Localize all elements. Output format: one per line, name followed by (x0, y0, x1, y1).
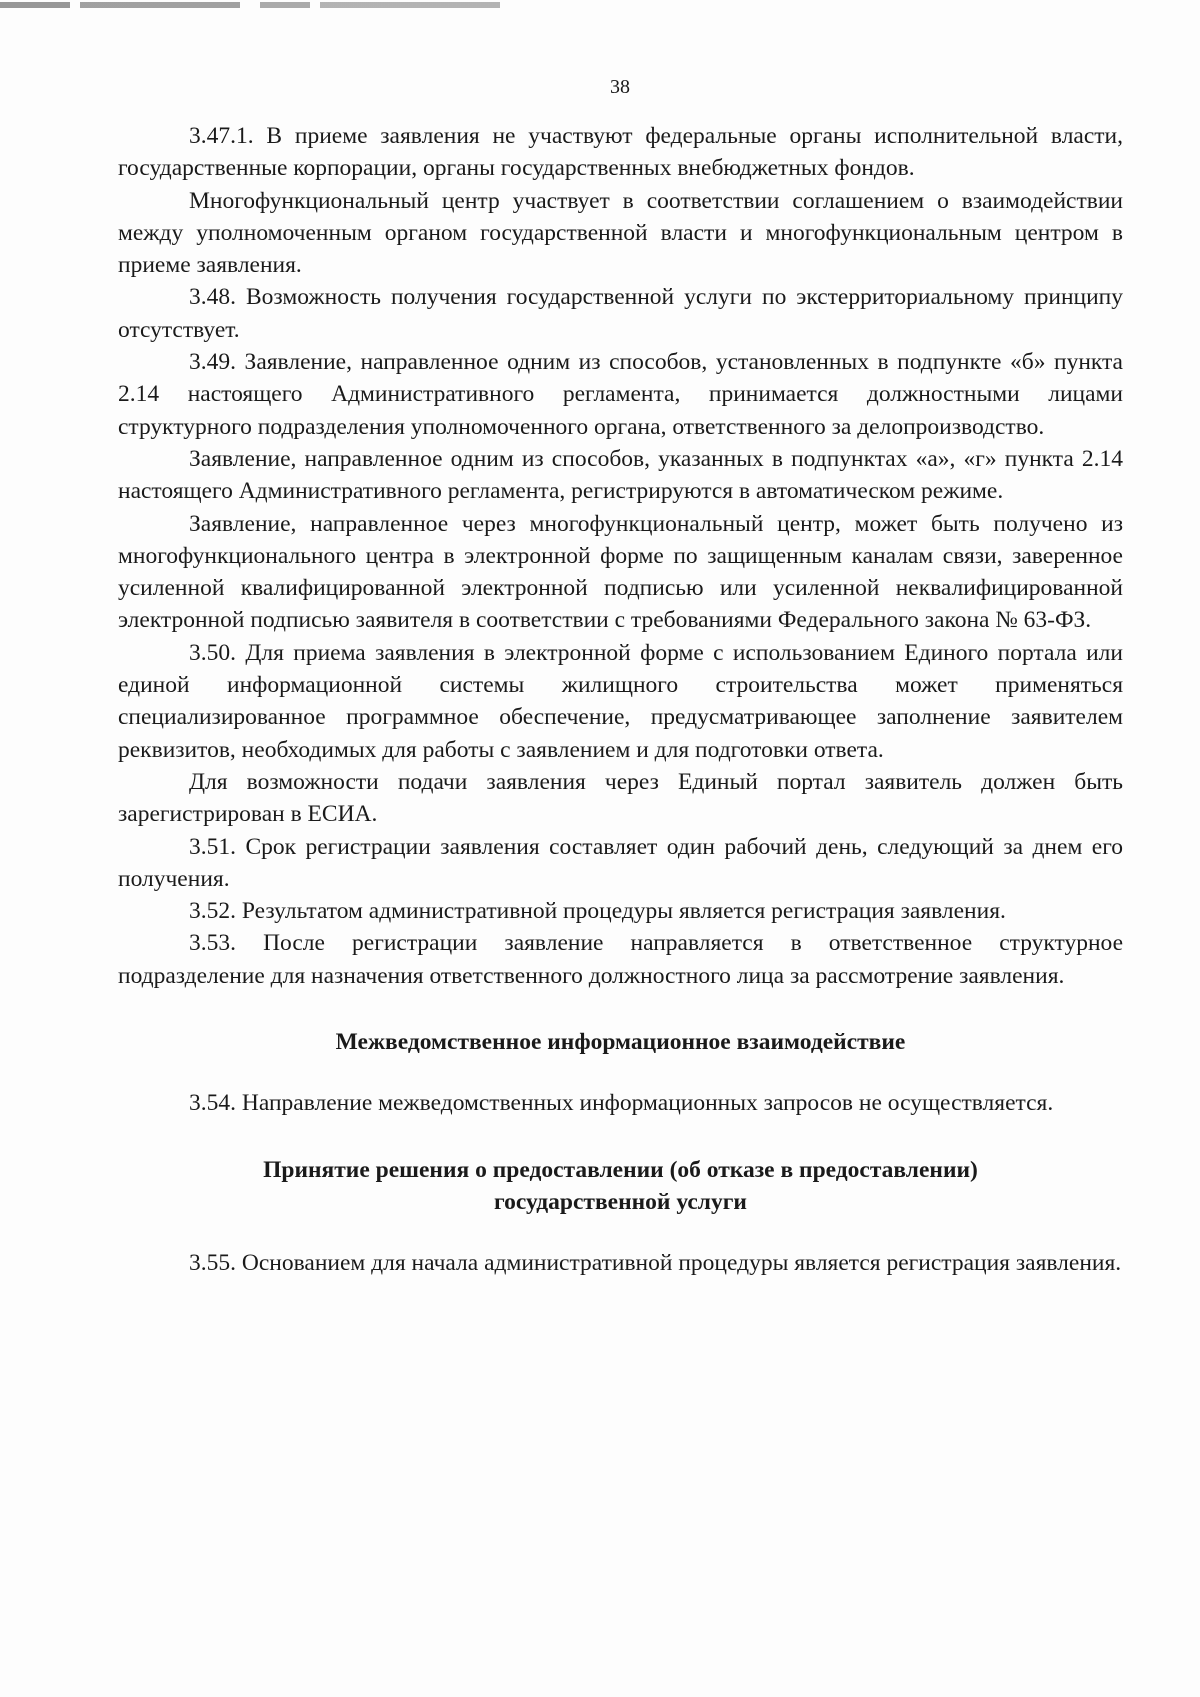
paragraph-3-55: 3.55. Основанием для начала административной процедуры является регистрация заявления. (189, 1250, 1122, 1277)
paragraph-3-53: 3.53. После регистрации заявление направляется в ответственное структурное подразделение для назначения ответственного должностного лица за рассмотрение заявления. (118, 930, 1123, 989)
paragraph-3-50: 3.50. Для приема заявления в электронной форме с использованием Единого портала или единой информационной системы жилищного строительства может применяться специализированное программное обеспечение, предусматривающее заполнение заявителем реквизитов, необходимых для работы с заявлением и для подготовки ответа. (118, 639, 1123, 763)
section-heading-decision-line2: государственной услуги (494, 1188, 747, 1215)
document-body (118, 120, 1123, 1280)
paragraph-3-51: 3.51. Срок регистрации заявления составляет один рабочий день, следующий за днем его получения. (118, 833, 1123, 892)
paragraph-3-52: 3.52. Результатом административной процедуры является регистрация заявления. (189, 898, 1006, 925)
section-heading-interagency: Межведомственное информационное взаимодействие (335, 1029, 906, 1056)
paragraph-3-49: 3.49. Заявление, направленное одним из способов, установленных в подпункте «б» пункта 2.14 настоящего Административного регламента, принимается должностными лицами структурного подразделения уполномоченного органа, ответственного за делопроизводство. (118, 349, 1123, 440)
paragraph-3-54: 3.54. Направление межведомственных информационных запросов не осуществляется. (189, 1090, 1054, 1117)
page-number: 38 (610, 76, 630, 98)
section-heading-decision-line1: Принятие решения о предоставлении (об отказе в предоставлении) (263, 1156, 978, 1183)
paragraph-3-47-1: 3.47.1. В приеме заявления не участвуют федеральные органы исполнительной власти, государственные корпорации, органы государственных внебюджетных фондов. (118, 123, 1123, 182)
paragraph-auto-registration: Заявление, направленное одним из способов, указанных в подпунктах «а», «г» пункта 2.14 настоящего Административного регламента, регистрируются в автоматическом режиме. (118, 445, 1123, 505)
paragraph-esia: Для возможности подачи заявления через Единый портал заявитель должен быть зарегистрирован в ЕСИА. (118, 768, 1123, 828)
paragraph-mfc-electronic: Заявление, направленное через многофункциональный центр, может быть получено из многофункционального центра в электронной форме по защищенным каналам связи, заверенное усиленной квалифицированной электронной подписью или усиленной неквалифицированной электронной подписью заявителя в соответствии с требованиями Федерального закона № 63-ФЗ. (118, 510, 1123, 634)
paragraph-mfc-participation: Многофункциональный центр участвует в соответствии соглашением о взаимодействии между уполномоченным органом государственной власти и многофункциональным центром в приеме заявления. (118, 187, 1123, 279)
scan-artifact-line (0, 2, 500, 8)
paragraph-3-48: 3.48. Возможность получения государственной услуги по экстерриториальному принципу отсутствует. (118, 284, 1123, 343)
